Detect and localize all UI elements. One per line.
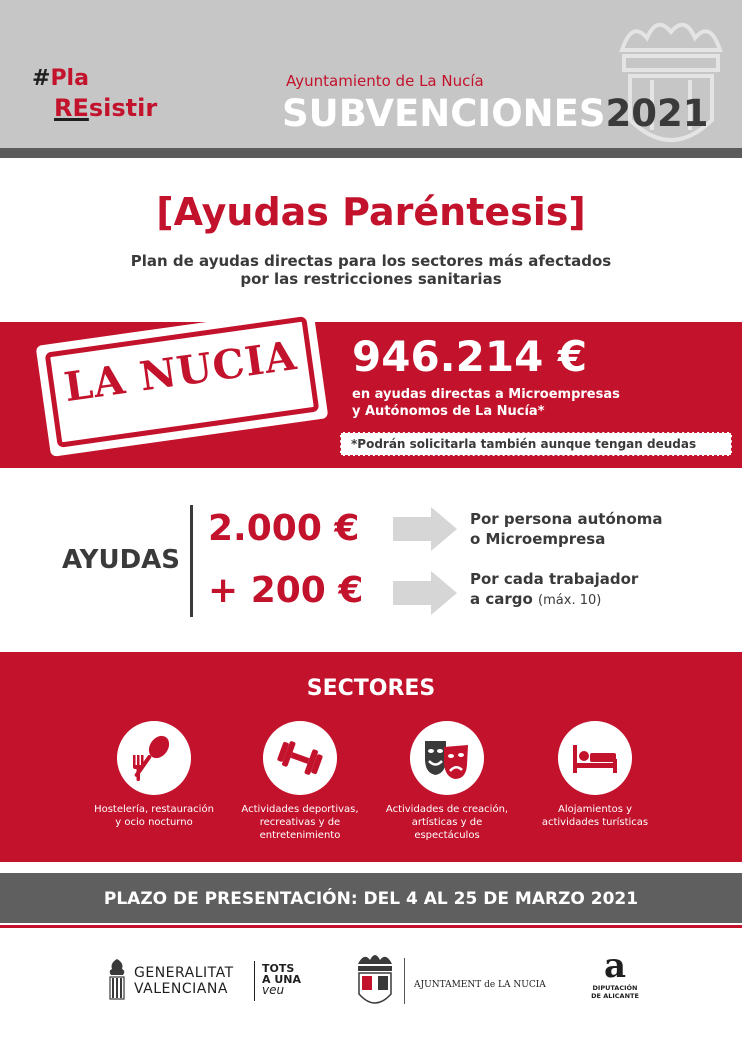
theater-masks-icon (422, 733, 472, 783)
diputacion-logo: a DIPUTACIÓN DE ALICANTE (591, 946, 639, 1000)
aid-amount-2: + 200 € (208, 570, 364, 611)
total-amount: 946.214 € (352, 332, 588, 381)
la-nucia-stamp: LA NUCIA (36, 307, 329, 457)
sector-arts: Actividades de creación, artísticas y de espectáculos (372, 721, 522, 842)
header (0, 0, 742, 148)
dumbbell-icon (275, 733, 325, 783)
ajuntament-logo: AJUNTAMENT de LA NUCIA (352, 950, 552, 1010)
ajuntament-crest-icon (352, 950, 398, 1010)
sectors-title: SECTORES (306, 676, 436, 701)
header-divider (0, 148, 742, 158)
aid-amount-1: 2.000 € (208, 508, 360, 549)
aid-description-1: Por persona autónoma o Microempresa (470, 510, 663, 548)
debt-note: *Podrán solicitarla también aunque tengan deudas (340, 432, 732, 456)
sector-sports: Actividades deportivas, recreativas y de entretenimiento (225, 721, 375, 842)
aid-description-2: Por cada trabajador a cargo (máx. 10) (470, 570, 639, 608)
subtitle: Plan de ayudas directas para los sectores más afectados por las restricciones sanitarias (130, 252, 612, 288)
pla-resistir-logo: #Pla REsistir (32, 66, 158, 122)
ayudas-divider (190, 505, 193, 617)
council-name: Ayuntamiento de La Nucía (286, 72, 484, 90)
sector-hospitality: Hostelería, restauración y ocio nocturno (79, 721, 229, 829)
sector-accommodation: Alojamientos y actividades turísticas (520, 721, 670, 829)
amount-description: en ayudas directas a Microempresas y Autónomos de La Nucía* (352, 387, 620, 419)
generalitat-logo: GENERALITAT VALENCIANA TOTS A UNA veu (106, 955, 326, 1005)
bed-icon (570, 733, 620, 783)
deadline-text: PLAZO DE PRESENTACIÓN: DEL 4 AL 25 DE MARZO 2021 (103, 889, 639, 909)
arrow-right-icon (393, 571, 457, 615)
generalitat-bat-icon (106, 957, 128, 1001)
ayudas-label: AYUDAS (62, 545, 181, 575)
program-year: 2021 (605, 92, 709, 135)
tots-a-una-veu: TOTS A UNA veu (262, 962, 301, 997)
diputacion-a-icon: a (603, 946, 627, 986)
program-title: SUBVENCIONES2021 (282, 92, 709, 135)
arrow-right-icon (393, 507, 457, 551)
fork-spoon-icon (129, 733, 179, 783)
deadline-underline (0, 925, 742, 928)
main-title: [Ayudas Paréntesis] (156, 190, 586, 234)
